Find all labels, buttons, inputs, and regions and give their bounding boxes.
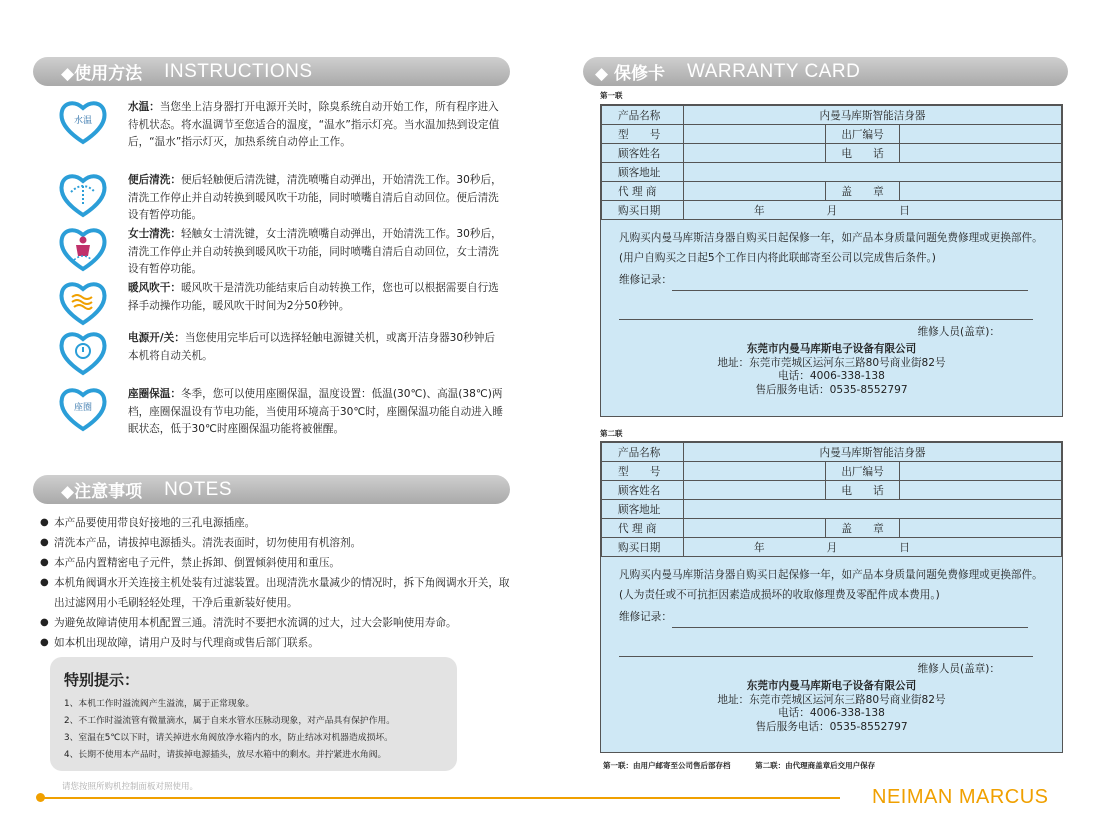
instruction-water-temp	[58, 99, 504, 152]
footer-rule	[40, 797, 840, 799]
card1-terms: 凡购买内曼马库斯洁身器自购买日起保修一年，如产品本身质量问题免费修理或更换部件。(用户自购买之日起5个工作日内将此联邮寄至公司以完成售后条件。)	[619, 232, 1043, 264]
water-temp-heart-icon	[58, 99, 108, 145]
customer-label: 顾客姓名	[602, 144, 684, 163]
purchase-date-value[interactable]	[684, 538, 1062, 557]
repair-record-line[interactable]	[672, 270, 1028, 291]
card2-body	[601, 557, 1062, 734]
notes-header	[33, 475, 510, 504]
warranty-header	[583, 57, 1068, 86]
agent-value[interactable]	[684, 182, 826, 201]
repair-record-line[interactable]	[672, 607, 1028, 628]
notes-title-en: NOTES	[164, 478, 233, 500]
warm-dry-label: 暖风吹干：	[128, 282, 181, 294]
repair-record-label: 维修记录：	[619, 274, 672, 286]
warranty-table-1	[601, 105, 1062, 220]
repair-record-line-2[interactable]	[619, 636, 1033, 657]
service-tel: 售后服务电话：0535-8552797	[755, 383, 908, 396]
day-label: 日	[899, 541, 910, 554]
company-address: 地址：东莞市莞城区运河东三路80号商业街82号	[717, 693, 946, 706]
footnote-2: 第二联：由代理商盖章后交用户保存	[755, 761, 876, 770]
lady-wash-heart-icon	[58, 226, 108, 272]
serial-value[interactable]	[900, 462, 1062, 481]
footer-dot	[36, 793, 45, 802]
tip-item: 4、长期不使用本产品时，请拔掉电源插头，放尽水箱中的剩水。并拧紧进水角阀。	[64, 750, 387, 760]
repairer-label: 维修人员(盖章)：	[917, 326, 1000, 338]
lady-wash-label: 女士清洗：	[128, 228, 181, 240]
power-label: 电源开/关：	[128, 332, 185, 344]
company-name: 东莞市内曼马库斯电子设备有限公司	[746, 680, 917, 692]
note-item: ● 清洗本产品，请拔掉电源插头。清洗表面时，切勿使用有机溶剂。	[40, 533, 510, 553]
model-value[interactable]	[684, 462, 826, 481]
water-temp-text: 当您坐上洁身器打开电源开关时，除臭系统自动开始工作，所有程序进入待机状态。将水温调节至您适合的温度，“温水”指示灯亮。当水温加热到设定值后，“温水”指示灯灭，加热系统自动停止工作。	[128, 101, 500, 148]
month-label: 月	[826, 541, 838, 554]
agent-label: 代 理 商	[602, 182, 684, 201]
warranty-footnotes	[603, 760, 875, 771]
model-label: 型 号	[602, 462, 684, 481]
notes-title-zh: ◆注意事项	[61, 482, 143, 502]
repair-record-label: 维修记录：	[619, 611, 672, 623]
company-tel: 电话：4006-338-138	[778, 707, 885, 719]
lady-wash-text: 轻触女士清洗键，女士清洗喷嘴自动弹出，开始清洗工作。30秒后，清洗工作停止并自动转换到暖风吹干功能，同时喷嘴自清后自动回位，女士清洗设有暂停功能。	[128, 228, 502, 275]
warranty-card-2	[600, 441, 1063, 753]
note-item: ● 为避免故障请使用本机配置三通。清洗时不要把水流调的过大，过大会影响使用寿命。	[40, 613, 510, 633]
tip-item: 1、本机工作时溢流阀产生溢流，属于正常现象。	[64, 699, 255, 709]
special-tips-box	[50, 657, 457, 771]
card1-label: 第一联	[600, 91, 623, 100]
power-heart-icon	[58, 330, 108, 376]
company-address: 地址：东莞市莞城区运河东三路80号商业街82号	[717, 356, 946, 369]
agent-value[interactable]	[684, 519, 826, 538]
purchase-date-label: 购买日期	[602, 538, 684, 557]
note-item: ● 本机角阀调水开关连接主机处装有过滤装置。出现清洗水量减少的情况时，拆下角阀调水开关，取出过滤网用小毛刷轻轻处理，干净后重新装好使用。	[40, 573, 510, 613]
address-value[interactable]	[684, 163, 1062, 182]
water-temp-icon-label: 水温	[73, 116, 93, 126]
model-value[interactable]	[684, 125, 826, 144]
instruction-seat-warm	[58, 386, 504, 439]
product-name-value: 内曼马库斯智能洁身器	[684, 443, 1062, 462]
seal-label: 盖 章	[826, 182, 900, 201]
customer-value[interactable]	[684, 144, 826, 163]
instruction-warm-dry	[58, 280, 504, 326]
instructions-header	[33, 57, 510, 86]
phone-value[interactable]	[900, 481, 1062, 500]
phone-label: 电 话	[826, 481, 900, 500]
note-item: ● 本产品要使用带良好接地的三孔电源插座。	[40, 513, 510, 533]
agent-label: 代 理 商	[602, 519, 684, 538]
tip-item: 3、室温在5℃以下时，请关掉进水角阀放净水箱内的水，防止结冰对机器造成损坏。	[64, 733, 393, 743]
year-label: 年	[754, 204, 765, 217]
note-item: ● 本产品内置精密电子元件，禁止拆卸、倒置倾斜使用和重压。	[40, 553, 510, 573]
power-text: 当您使用完毕后可以选择轻触电源键关机，或离开洁身器30秒钟后本机将自动关机。	[128, 332, 495, 362]
instruction-power	[58, 330, 504, 376]
special-tips-title: 特别提示：	[64, 671, 140, 689]
rear-wash-text: 便后轻触便后清洗键，清洗喷嘴自动弹出，开始清洗工作。30秒后，清洗工作停止并自动转换到暖风吹干功能，同时喷嘴自清后自动回位。便后清洗设有暂停功能。	[128, 174, 502, 221]
product-name-label: 产品名称	[602, 443, 684, 462]
seat-warm-label: 座圈保温：	[128, 388, 181, 400]
year-label: 年	[754, 541, 765, 554]
seal-value[interactable]	[900, 519, 1062, 538]
customer-label: 顾客姓名	[602, 481, 684, 500]
month-label: 月	[826, 204, 838, 217]
seat-warm-text: 冬季，您可以使用座圈保温，温度设置：低温(30℃)、高温(38℃)两档，座圈保温设有节电功能，当使用环境高于30℃时，座圈保温功能自动进入睡眠状态，低于30℃时座圈保温功能将被催醒。	[128, 388, 503, 435]
seat-warm-heart-icon	[58, 386, 108, 432]
seal-label: 盖 章	[826, 519, 900, 538]
serial-value[interactable]	[900, 125, 1062, 144]
warranty-title-zh: ◆ 保修卡	[595, 64, 665, 84]
repair-record-line-2[interactable]	[619, 299, 1033, 320]
address-label: 顾客地址	[602, 163, 684, 182]
purchase-date-label: 购买日期	[602, 201, 684, 220]
card2-label: 第二联	[600, 429, 623, 438]
warm-dry-heart-icon	[58, 280, 108, 326]
instructions-title-en: INSTRUCTIONS	[164, 60, 313, 82]
product-name-value: 内曼马库斯智能洁身器	[684, 106, 1062, 125]
serial-label: 出厂编号	[826, 462, 900, 481]
instructions-title-zh: ◆使用方法	[61, 64, 143, 84]
warranty-card-1	[600, 104, 1063, 417]
warranty-title-en: WARRANTY CARD	[687, 60, 861, 82]
phone-value[interactable]	[900, 144, 1062, 163]
warm-dry-text: 暖风吹干是清洗功能结束后自动转换工作，您也可以根据需要自行选择手动操作功能，暖风吹干时间为2分50秒钟。	[128, 282, 499, 312]
instruction-rear-wash	[58, 172, 504, 225]
day-label: 日	[899, 204, 910, 217]
footnote-1: 第一联：由用户邮寄至公司售后部存档	[603, 761, 731, 770]
instruction-lady-wash	[58, 226, 504, 279]
rear-wash-heart-icon	[58, 172, 108, 218]
warranty-table-2	[601, 442, 1062, 557]
service-tel: 售后服务电话：0535-8552797	[755, 720, 908, 733]
notes-list	[40, 513, 510, 653]
product-name-label: 产品名称	[602, 106, 684, 125]
brand-logo: NEIMAN MARCUS	[872, 786, 1049, 808]
note-item: ● 如本机出现故障，请用户及时与代理商或售后部门联系。	[40, 633, 510, 653]
company-name: 东莞市内曼马库斯电子设备有限公司	[746, 343, 917, 355]
serial-label: 出厂编号	[826, 125, 900, 144]
phone-label: 电 话	[826, 144, 900, 163]
address-value[interactable]	[684, 500, 1062, 519]
footer-note: 请您按照所购机控制面板对照使用。	[62, 782, 199, 792]
card1-body	[601, 220, 1062, 397]
purchase-date-value[interactable]	[684, 201, 1062, 220]
tip-item: 2、不工作时溢流管有微量滴水，属于自来水管水压脉动现象，对产品具有保护作用。	[64, 716, 396, 726]
seat-warm-icon-label: 座圈	[73, 403, 93, 413]
customer-value[interactable]	[684, 481, 826, 500]
water-temp-label: 水温：	[128, 101, 160, 113]
seal-value[interactable]	[900, 182, 1062, 201]
model-label: 型 号	[602, 125, 684, 144]
company-tel: 电话：4006-338-138	[778, 370, 885, 382]
rear-wash-label: 便后清洗：	[128, 174, 181, 186]
repairer-label: 维修人员(盖章)：	[917, 663, 1000, 675]
address-label: 顾客地址	[602, 500, 684, 519]
card2-terms: 凡购买内曼马库斯洁身器自购买日起保修一年，如产品本身质量问题免费修理或更换部件。(人为责任或不可抗拒因素造成损坏的收取修理费及零配件成本费用。)	[619, 569, 1043, 601]
